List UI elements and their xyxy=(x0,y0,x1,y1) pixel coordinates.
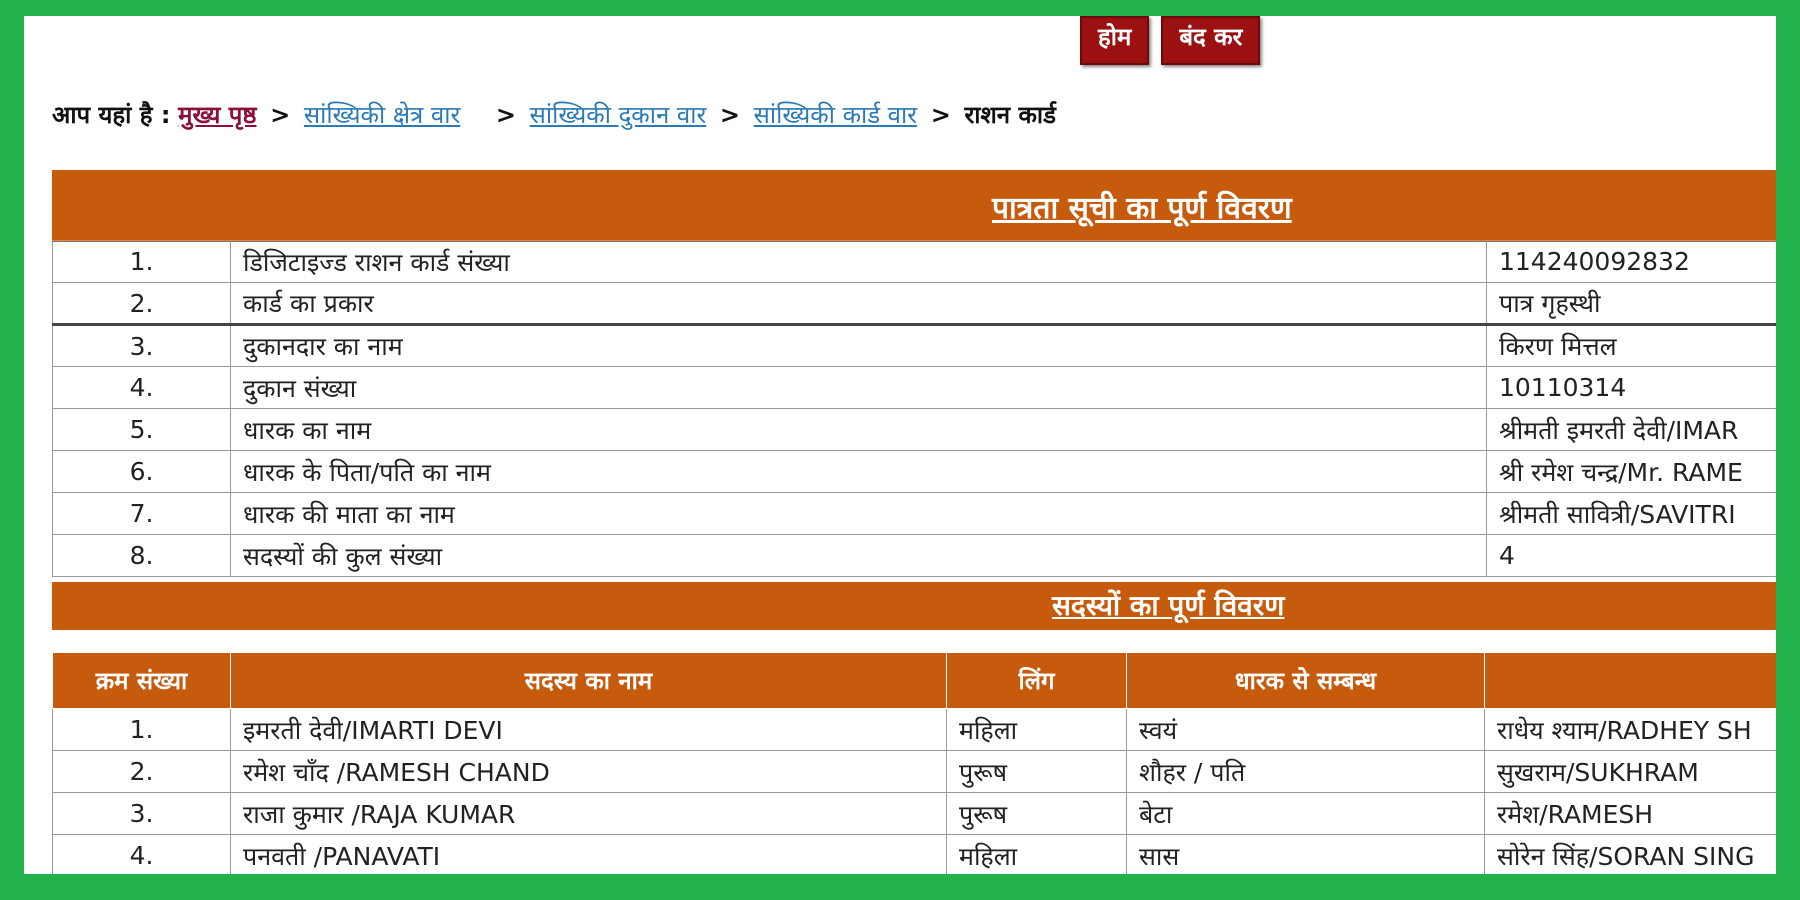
member-name: पनवती /PANAVATI xyxy=(231,835,947,875)
details-title: पात्रता सूची का पूर्ण विवरण xyxy=(992,191,1292,226)
breadcrumb xyxy=(52,98,1056,131)
row-value: श्रीमती सावित्री/SAVITRI xyxy=(1487,493,1777,535)
member-gender: पुरूष xyxy=(947,751,1127,793)
breadcrumb-separator: > xyxy=(270,101,291,129)
table-row xyxy=(53,493,1777,535)
row-number: 4. xyxy=(53,367,231,409)
members-table xyxy=(52,652,1776,874)
member-name: राजा कुमार /RAJA KUMAR xyxy=(231,793,947,835)
column-header: लिंग xyxy=(947,653,1127,709)
member-number: 1. xyxy=(53,709,231,751)
table-row xyxy=(53,367,1777,409)
page-frame xyxy=(24,16,1776,874)
member-father-name: सोरेन सिंह/SORAN SING xyxy=(1485,835,1777,875)
table-row xyxy=(53,241,1777,283)
table-row xyxy=(53,709,1777,751)
member-relation: स्वयं xyxy=(1127,709,1485,751)
row-label: धारक का नाम xyxy=(231,409,1487,451)
row-number: 5. xyxy=(53,409,231,451)
member-father-name: रमेश/RAMESH xyxy=(1485,793,1777,835)
row-label: दुकान संख्या xyxy=(231,367,1487,409)
member-gender: पुरूष xyxy=(947,793,1127,835)
column-header: धारक से सम्बन्ध xyxy=(1127,653,1485,709)
details-table xyxy=(52,240,1776,577)
breadcrumb-current: राशन कार्ड xyxy=(964,101,1056,129)
row-label: दुकानदार का नाम xyxy=(231,325,1487,367)
row-label: धारक की माता का नाम xyxy=(231,493,1487,535)
member-relation: बेटा xyxy=(1127,793,1485,835)
member-father-name: सुखराम/SUKHRAM xyxy=(1485,751,1777,793)
row-value: 114240092832 xyxy=(1487,241,1777,283)
table-row xyxy=(53,535,1777,577)
row-number: 7. xyxy=(53,493,231,535)
row-value: 10110314 xyxy=(1487,367,1777,409)
row-value: श्रीमती इमरती देवी/IMAR xyxy=(1487,409,1777,451)
table-row xyxy=(53,835,1777,875)
member-name: रमेश चाँद /RAMESH CHAND xyxy=(231,751,947,793)
row-value: किरण मित्तल xyxy=(1487,325,1777,367)
row-number: 6. xyxy=(53,451,231,493)
member-number: 3. xyxy=(53,793,231,835)
breadcrumb-label: आप यहां है : xyxy=(52,101,171,129)
table-row xyxy=(53,283,1777,325)
column-header: क्रम संख्या xyxy=(53,653,231,709)
member-relation: सास xyxy=(1127,835,1485,875)
row-value: श्री रमेश चन्द्र/Mr. RAME xyxy=(1487,451,1777,493)
table-row xyxy=(53,751,1777,793)
members-header xyxy=(52,582,1776,630)
breadcrumb-shop-stats-link[interactable]: सांख्यिकी दुकान वार xyxy=(529,101,707,129)
table-row xyxy=(53,451,1777,493)
member-gender: महिला xyxy=(947,835,1127,875)
breadcrumb-card-stats-link[interactable]: सांख्यिकी कार्ड वार xyxy=(753,101,918,129)
row-number: 8. xyxy=(53,535,231,577)
breadcrumb-home-link[interactable]: मुख्य पृष्ठ xyxy=(178,101,257,129)
row-label: धारक के पिता/पति का नाम xyxy=(231,451,1487,493)
row-number: 1. xyxy=(53,241,231,283)
column-header xyxy=(1485,653,1777,709)
row-number: 2. xyxy=(53,283,231,325)
top-buttons xyxy=(1080,16,1260,65)
row-label: डिजिटाइज्ड राशन कार्ड संख्या xyxy=(231,241,1487,283)
row-value: पात्र गृहस्थी xyxy=(1487,283,1777,325)
close-button[interactable]: बंद कर xyxy=(1161,16,1260,65)
row-label: सदस्यों की कुल संख्या xyxy=(231,535,1487,577)
row-value: 4 xyxy=(1487,535,1777,577)
details-header xyxy=(52,170,1776,242)
member-gender: महिला xyxy=(947,709,1127,751)
row-label: कार्ड का प्रकार xyxy=(231,283,1487,325)
table-row xyxy=(53,793,1777,835)
member-relation: शौहर / पति xyxy=(1127,751,1485,793)
row-number: 3. xyxy=(53,325,231,367)
member-number: 4. xyxy=(53,835,231,875)
breadcrumb-separator: > xyxy=(930,101,951,129)
table-row xyxy=(53,409,1777,451)
breadcrumb-separator: > xyxy=(719,101,741,129)
breadcrumb-area-stats-link[interactable]: सांख्यिकी क्षेत्र वार xyxy=(303,101,461,129)
home-button[interactable]: होम xyxy=(1080,16,1149,65)
member-name: इमरती देवी/IMARTI DEVI xyxy=(231,709,947,751)
member-number: 2. xyxy=(53,751,231,793)
member-father-name: राधेय श्याम/RADHEY SH xyxy=(1485,709,1777,751)
breadcrumb-separator: > xyxy=(495,101,517,129)
table-row xyxy=(53,325,1777,367)
column-header: सदस्य का नाम xyxy=(231,653,947,709)
members-title: सदस्यों का पूर्ण विवरण xyxy=(1052,589,1285,622)
